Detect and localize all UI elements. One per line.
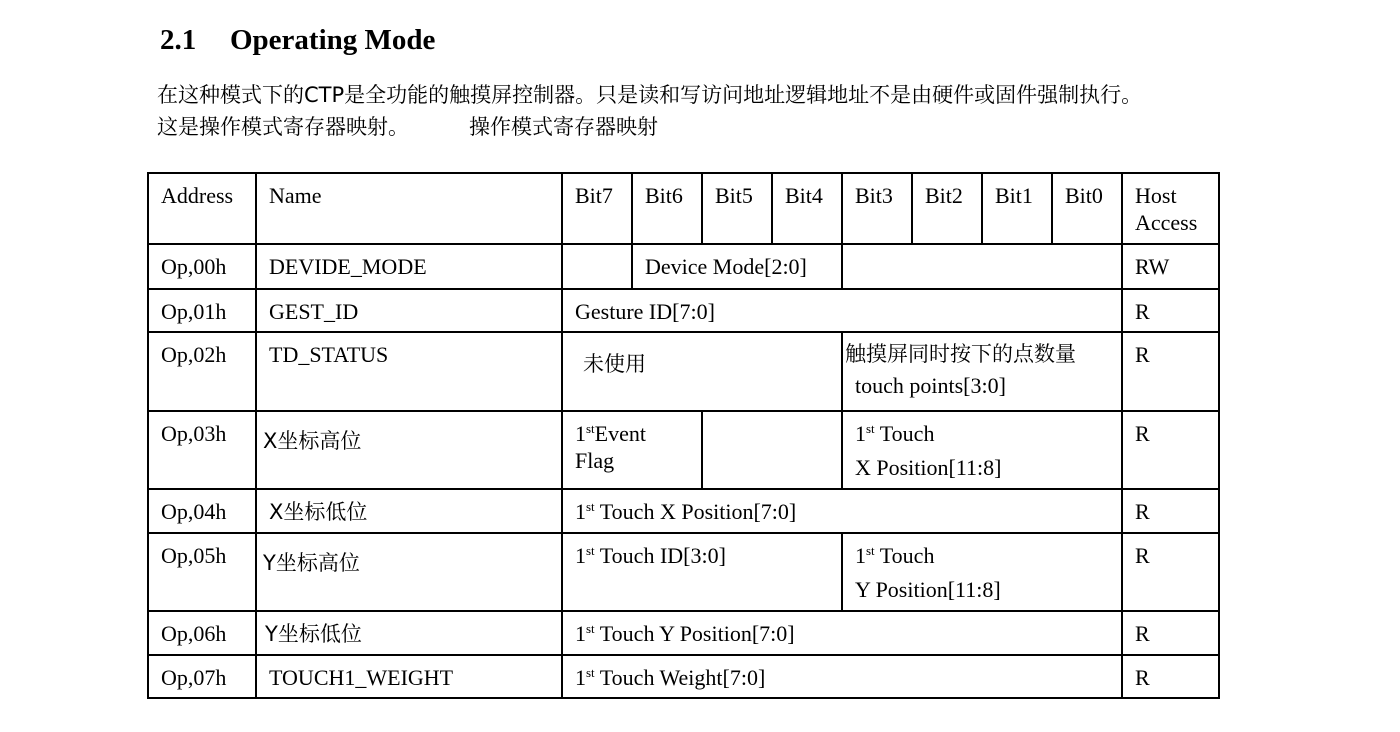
empty-cell	[702, 411, 842, 489]
address-cell: Op,06h	[148, 611, 256, 655]
address-cell: Op,01h	[148, 289, 256, 332]
field-cell: Gesture ID[7:0]	[562, 289, 1122, 332]
intro-paragraph	[157, 79, 1142, 143]
section-number: 2.1	[160, 24, 197, 56]
header-bit7: Bit7	[562, 173, 632, 244]
address-cell: Op,03h	[148, 411, 256, 489]
field-cell: 1st Touch Weight[7:0]	[562, 655, 1122, 698]
header-address: Address	[148, 173, 256, 244]
unused-cell	[562, 332, 842, 411]
name-cell	[256, 611, 562, 655]
intro-caption: 操作模式寄存器映射	[469, 115, 658, 139]
field-cell: 1st Touch X Position[7:0]	[562, 489, 1122, 533]
name-cell	[256, 533, 562, 611]
table-row	[148, 533, 1219, 611]
name-label: Y坐标低位	[265, 622, 362, 646]
touch-id-cell: 1st Touch ID[3:0]	[562, 533, 842, 611]
empty-cell	[562, 244, 632, 289]
access-cell: R	[1122, 655, 1219, 698]
header-host-access: Host Access	[1122, 173, 1219, 244]
register-map-table	[147, 172, 1220, 699]
address-cell: Op,04h	[148, 489, 256, 533]
header-bit4: Bit4	[772, 173, 842, 244]
header-name: Name	[256, 173, 562, 244]
header-bit3: Bit3	[842, 173, 912, 244]
position-line-1: 1st Touch	[855, 421, 935, 446]
intro-line-1: 在这种模式下的CTP是全功能的触摸屏控制器。只是读和写访问地址逻辑地址不是由硬件或固件强制执行。	[157, 83, 1143, 107]
address-cell: Op,02h	[148, 332, 256, 411]
event-flag-line-1: 1stEvent	[575, 421, 646, 446]
header-bit1: Bit1	[982, 173, 1052, 244]
position-line-2: X Position[11:8]	[855, 455, 1002, 480]
section-heading	[160, 24, 435, 57]
access-cell: R	[1122, 289, 1219, 332]
unused-label: 未使用	[583, 352, 646, 376]
header-bit2: Bit2	[912, 173, 982, 244]
field-cell	[842, 332, 1122, 411]
table-row	[148, 655, 1219, 698]
intro-line-2-text: 这是操作模式寄存器映射。	[157, 115, 409, 139]
field-description: touch points[3:0]	[855, 373, 1006, 398]
access-cell: R	[1122, 411, 1219, 489]
event-flag-line-2: Flag	[575, 448, 615, 473]
table-row	[148, 244, 1219, 289]
table-row	[148, 289, 1219, 332]
address-cell: Op,05h	[148, 533, 256, 611]
table-row	[148, 411, 1219, 489]
access-cell: R	[1122, 332, 1219, 411]
intro-line-2	[157, 111, 1142, 143]
address-cell: Op,07h	[148, 655, 256, 698]
table-row	[148, 332, 1219, 411]
header-bit5: Bit5	[702, 173, 772, 244]
table-row	[148, 611, 1219, 655]
name-label: X坐标高位	[263, 429, 362, 453]
access-cell: R	[1122, 533, 1219, 611]
name-label: X坐标低位	[269, 500, 368, 524]
empty-cell	[842, 244, 1122, 289]
position-cell	[842, 533, 1122, 611]
name-cell	[256, 489, 562, 533]
access-cell: R	[1122, 489, 1219, 533]
address-cell: Op,00h	[148, 244, 256, 289]
position-cell	[842, 411, 1122, 489]
name-cell: GEST_ID	[256, 289, 562, 332]
field-cell: Device Mode[2:0]	[632, 244, 842, 289]
name-cell	[256, 411, 562, 489]
name-cell: DEVIDE_MODE	[256, 244, 562, 289]
name-label: Y坐标高位	[263, 551, 360, 575]
position-line-1: 1st Touch	[855, 543, 935, 568]
access-cell: RW	[1122, 244, 1219, 289]
name-cell: TOUCH1_WEIGHT	[256, 655, 562, 698]
event-flag-cell	[562, 411, 702, 489]
field-cell: 1st Touch Y Position[7:0]	[562, 611, 1122, 655]
header-bit0: Bit0	[1052, 173, 1122, 244]
table-row	[148, 489, 1219, 533]
field-description-cn: 触摸屏同时按下的点数量	[845, 342, 1076, 366]
position-line-2: Y Position[11:8]	[855, 577, 1001, 602]
name-cell: TD_STATUS	[256, 332, 562, 411]
header-bit6: Bit6	[632, 173, 702, 244]
header-row	[148, 173, 1219, 244]
access-cell: R	[1122, 611, 1219, 655]
section-title: Operating Mode	[230, 24, 436, 56]
